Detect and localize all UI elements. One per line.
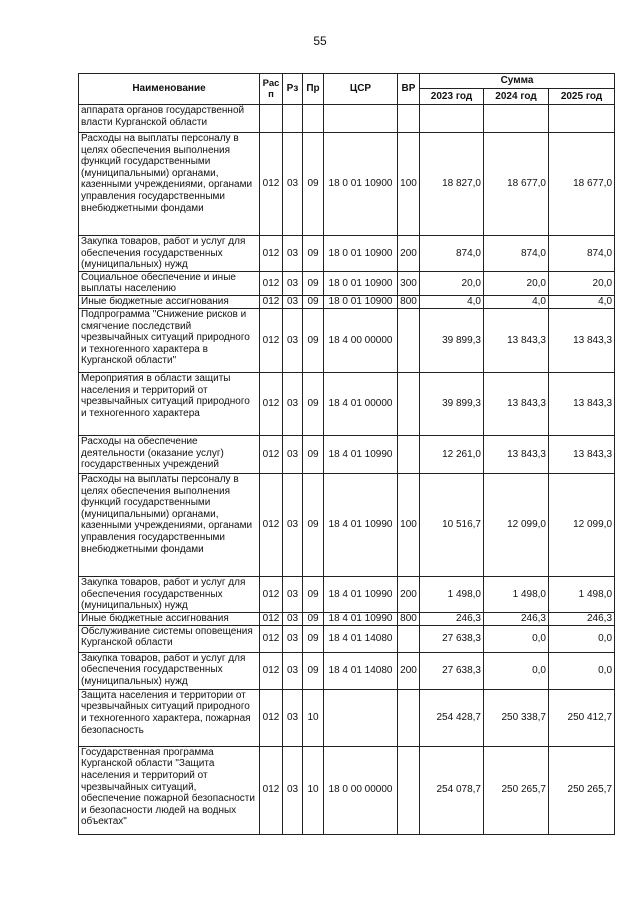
cell-rasp: 012	[260, 308, 283, 372]
cell-pr: 09	[303, 372, 324, 435]
cell-rasp: 012	[260, 689, 283, 746]
cell-pr: 09	[303, 295, 324, 308]
header-vr: ВР	[398, 74, 420, 105]
cell-name: Государственная программа Курганской области "Защита населения и территорий от чрезвычайных ситуаций, обеспечение пожарной безопасности и безопасности людей на водных объектах"	[79, 746, 260, 834]
cell-rz: 03	[283, 473, 303, 576]
table-row	[79, 435, 615, 473]
cell-2023: 18 827,0	[420, 133, 484, 236]
cell-pr: 09	[303, 473, 324, 576]
cell-2024: 13 843,3	[484, 308, 549, 372]
cell-2024: 0,0	[484, 652, 549, 689]
cell-name: Защита населения и территории от чрезвычайных ситуаций природного и техногенного характера, пожарная безопасность	[79, 689, 260, 746]
cell-csr: 18 4 01 10990	[324, 435, 398, 473]
cell-2025: 13 843,3	[549, 372, 615, 435]
table-row	[79, 133, 615, 236]
cell-2024: 12 099,0	[484, 473, 549, 576]
header-name: Наименование	[79, 74, 260, 105]
cell-csr: 18 0 01 10900	[324, 236, 398, 272]
cell-csr: 18 0 01 10900	[324, 271, 398, 295]
cell-name: аппарата органов государственной власти Курганской области	[79, 105, 260, 133]
cell-pr: 09	[303, 435, 324, 473]
cell-name: Закупка товаров, работ и услуг для обеспечения государственных (муниципальных) нужд	[79, 652, 260, 689]
cell-rasp: 012	[260, 271, 283, 295]
table-row	[79, 612, 615, 625]
table-body	[79, 105, 615, 835]
cell-csr	[324, 689, 398, 746]
table-row	[79, 372, 615, 435]
cell-rasp: 012	[260, 372, 283, 435]
cell-vr: 800	[398, 295, 420, 308]
cell-rz: 03	[283, 612, 303, 625]
header-sum: Сумма	[420, 74, 615, 89]
cell-csr: 18 4 01 10990	[324, 576, 398, 612]
cell-2024: 1 498,0	[484, 576, 549, 612]
cell-name: Социальное обеспечение и иные выплаты населению	[79, 271, 260, 295]
cell-2023: 27 638,3	[420, 652, 484, 689]
cell-2023: 254 078,7	[420, 746, 484, 834]
table-header	[79, 74, 615, 105]
cell-vr	[398, 746, 420, 834]
cell-rasp: 012	[260, 612, 283, 625]
header-2024: 2024 год	[484, 89, 549, 105]
cell-vr: 200	[398, 576, 420, 612]
cell-2024: 250 338,7	[484, 689, 549, 746]
cell-2025: 13 843,3	[549, 308, 615, 372]
cell-rz: 03	[283, 372, 303, 435]
cell-vr: 800	[398, 612, 420, 625]
cell-name: Расходы на обеспечение деятельности (оказание услуг) государственных учреждений	[79, 435, 260, 473]
cell-name: Иные бюджетные ассигнования	[79, 612, 260, 625]
cell-vr	[398, 372, 420, 435]
cell-pr: 09	[303, 576, 324, 612]
cell-rz: 03	[283, 689, 303, 746]
cell-2023: 874,0	[420, 236, 484, 272]
cell-csr: 18 4 00 00000	[324, 308, 398, 372]
table-row	[79, 652, 615, 689]
cell-vr	[398, 689, 420, 746]
cell-2023: 10 516,7	[420, 473, 484, 576]
cell-2024: 250 265,7	[484, 746, 549, 834]
cell-2023: 39 899,3	[420, 372, 484, 435]
table-row	[79, 236, 615, 272]
header-rasp: Рас п	[260, 74, 283, 105]
table-row	[79, 105, 615, 133]
cell-csr: 18 4 01 10990	[324, 473, 398, 576]
cell-2025: 246,3	[549, 612, 615, 625]
cell-rz	[283, 105, 303, 133]
cell-csr: 18 0 01 10900	[324, 133, 398, 236]
cell-name: Обслуживание системы оповещения Курганской области	[79, 625, 260, 652]
cell-2025: 874,0	[549, 236, 615, 272]
cell-csr	[324, 105, 398, 133]
header-2025: 2025 год	[549, 89, 615, 105]
cell-2025: 20,0	[549, 271, 615, 295]
cell-csr: 18 0 00 00000	[324, 746, 398, 834]
cell-rz: 03	[283, 308, 303, 372]
cell-vr	[398, 308, 420, 372]
cell-vr: 100	[398, 133, 420, 236]
cell-2025: 0,0	[549, 625, 615, 652]
cell-2023: 12 261,0	[420, 435, 484, 473]
cell-name: Закупка товаров, работ и услуг для обеспечения государственных (муниципальных) нужд	[79, 576, 260, 612]
cell-name: Закупка товаров, работ и услуг для обеспечения государственных (муниципальных) нужд	[79, 236, 260, 272]
cell-2025: 12 099,0	[549, 473, 615, 576]
cell-2025: 250 265,7	[549, 746, 615, 834]
cell-rasp: 012	[260, 746, 283, 834]
cell-2023: 246,3	[420, 612, 484, 625]
cell-pr: 09	[303, 652, 324, 689]
cell-2023	[420, 105, 484, 133]
cell-2025: 1 498,0	[549, 576, 615, 612]
cell-rz: 03	[283, 576, 303, 612]
cell-pr: 09	[303, 271, 324, 295]
cell-2023: 20,0	[420, 271, 484, 295]
cell-2023: 39 899,3	[420, 308, 484, 372]
cell-2024: 0,0	[484, 625, 549, 652]
cell-csr: 18 4 01 14080	[324, 652, 398, 689]
cell-rz: 03	[283, 435, 303, 473]
table-row	[79, 271, 615, 295]
table-row	[79, 625, 615, 652]
cell-2025	[549, 105, 615, 133]
cell-2024: 4,0	[484, 295, 549, 308]
cell-rz: 03	[283, 295, 303, 308]
cell-vr	[398, 435, 420, 473]
cell-name: Подпрограмма "Снижение рисков и смягчение последствий чрезвычайных ситуаций природного и техногенного характера в Курганской области"	[79, 308, 260, 372]
cell-rasp: 012	[260, 625, 283, 652]
cell-csr: 18 4 01 14080	[324, 625, 398, 652]
cell-name: Иные бюджетные ассигнования	[79, 295, 260, 308]
cell-2023: 1 498,0	[420, 576, 484, 612]
cell-2024: 20,0	[484, 271, 549, 295]
cell-name: Мероприятия в области защиты населения и территорий от чрезвычайных ситуаций природного и техногенного характера	[79, 372, 260, 435]
cell-2025: 0,0	[549, 652, 615, 689]
cell-pr: 09	[303, 133, 324, 236]
cell-pr: 10	[303, 689, 324, 746]
cell-2024: 874,0	[484, 236, 549, 272]
cell-name: Расходы на выплаты персоналу в целях обеспечения выполнения функций государственными (муниципальными) органами, казенными учреждениями, органами управления государственными внебюджетными фондами	[79, 133, 260, 236]
cell-vr: 100	[398, 473, 420, 576]
cell-2024: 18 677,0	[484, 133, 549, 236]
table-row	[79, 308, 615, 372]
cell-pr: 09	[303, 612, 324, 625]
cell-rz: 03	[283, 271, 303, 295]
cell-vr	[398, 105, 420, 133]
table-row	[79, 295, 615, 308]
cell-rasp	[260, 105, 283, 133]
cell-vr: 300	[398, 271, 420, 295]
cell-rasp: 012	[260, 295, 283, 308]
cell-csr: 18 4 01 10990	[324, 612, 398, 625]
cell-rasp: 012	[260, 133, 283, 236]
cell-2023: 27 638,3	[420, 625, 484, 652]
cell-pr: 10	[303, 746, 324, 834]
cell-2023: 254 428,7	[420, 689, 484, 746]
cell-pr	[303, 105, 324, 133]
cell-name: Расходы на выплаты персоналу в целях обеспечения выполнения функций государственными (муниципальными) органами, казенными учреждениями, органами управления государственными внебюджетными фондами	[79, 473, 260, 576]
cell-pr: 09	[303, 236, 324, 272]
header-pr: Пр	[303, 74, 324, 105]
cell-vr	[398, 625, 420, 652]
header-csr: ЦСР	[324, 74, 398, 105]
budget-table	[78, 73, 615, 835]
cell-rasp: 012	[260, 652, 283, 689]
table-row	[79, 689, 615, 746]
cell-2025: 4,0	[549, 295, 615, 308]
cell-vr: 200	[398, 652, 420, 689]
cell-2025: 13 843,3	[549, 435, 615, 473]
cell-rz: 03	[283, 746, 303, 834]
cell-2025: 18 677,0	[549, 133, 615, 236]
cell-rasp: 012	[260, 236, 283, 272]
table-row	[79, 473, 615, 576]
cell-rz: 03	[283, 133, 303, 236]
cell-rasp: 012	[260, 576, 283, 612]
cell-2024: 246,3	[484, 612, 549, 625]
cell-rasp: 012	[260, 473, 283, 576]
cell-2024: 13 843,3	[484, 372, 549, 435]
table-row	[79, 746, 615, 834]
cell-pr: 09	[303, 625, 324, 652]
cell-rz: 03	[283, 652, 303, 689]
cell-2023: 4,0	[420, 295, 484, 308]
cell-2025: 250 412,7	[549, 689, 615, 746]
cell-rasp: 012	[260, 435, 283, 473]
cell-rz: 03	[283, 625, 303, 652]
cell-csr: 18 0 01 10900	[324, 295, 398, 308]
cell-2024	[484, 105, 549, 133]
cell-rz: 03	[283, 236, 303, 272]
cell-2024: 13 843,3	[484, 435, 549, 473]
cell-csr: 18 4 01 00000	[324, 372, 398, 435]
table-row	[79, 576, 615, 612]
header-2023: 2023 год	[420, 89, 484, 105]
cell-pr: 09	[303, 308, 324, 372]
page-number: 55	[313, 34, 327, 48]
header-rz: Рз	[283, 74, 303, 105]
cell-vr: 200	[398, 236, 420, 272]
